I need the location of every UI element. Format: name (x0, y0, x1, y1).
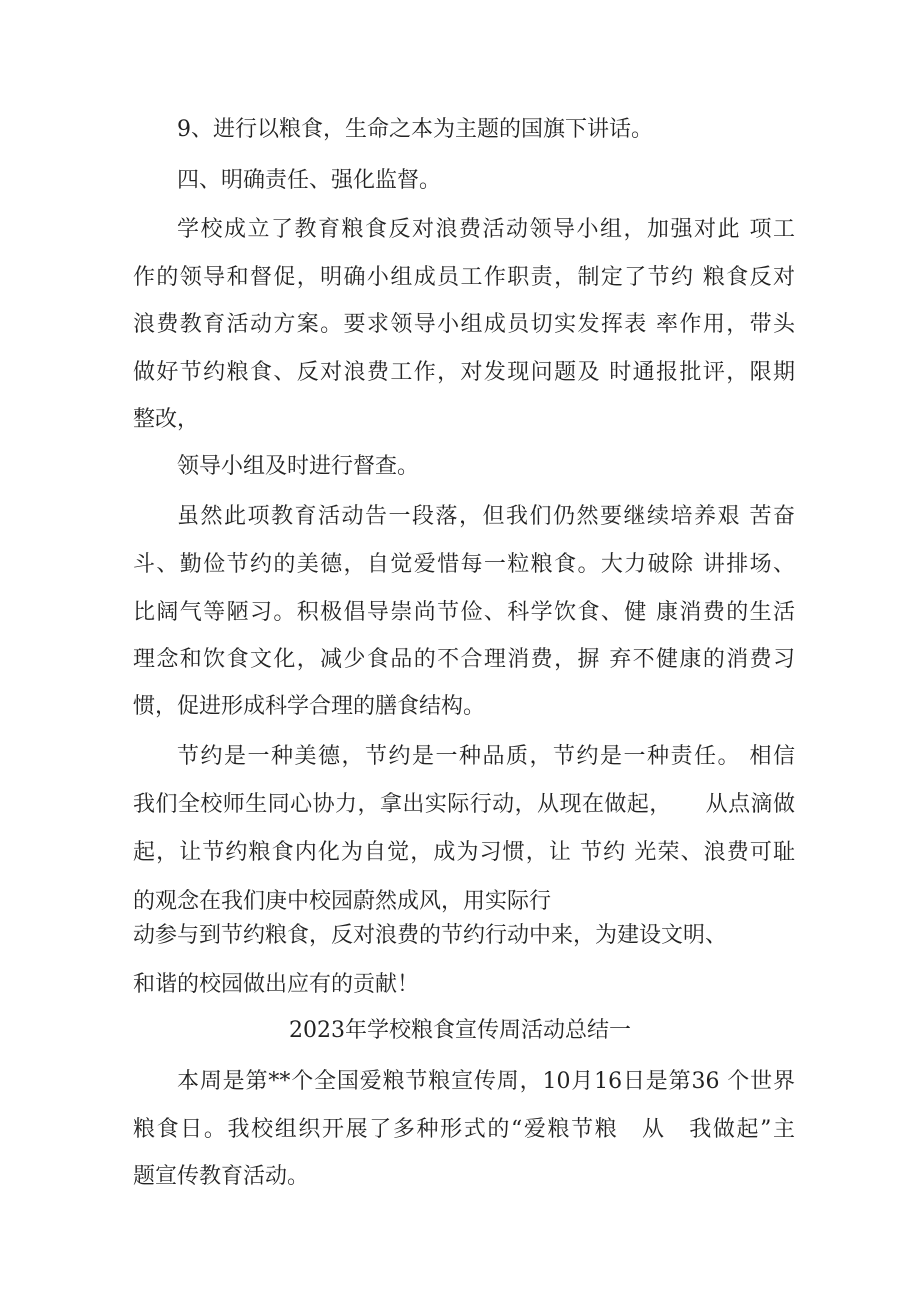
paragraph-line: 惯，促进形成科学合理的膳食结构。 (133, 694, 486, 719)
paragraph-line: 理念和饮食文化，减少食品的不合理消费，摒 弃不健康的消费习 (133, 647, 795, 672)
paragraph-line: 虽然此项教育活动告一段落，但我们仍然要继续培养艰 苦奋 (177, 504, 795, 529)
paragraph-line: 起，让节约粮食内化为自觉，成为习惯，让 节约 光荣、浪费可耻 (133, 840, 795, 865)
paragraph-line: 作的领导和督促，明确小组成员工作职责，制定了节约 粮食反对 (133, 265, 795, 290)
paragraph-line: 本周是第**个全国爱粮节粮宣传周，10月16日是第36 个世界 (177, 1069, 795, 1094)
paragraph-line: 整改， (133, 407, 200, 432)
paragraph-line: 动参与到节约粮食，反对浪费的节约行动中来，为建设文明、 (133, 923, 728, 948)
section-title: 2023年学校粮食宣传周活动总结一 (289, 1018, 631, 1043)
paragraph-line: 学校成立了教育粮食反对浪费活动领导小组，加强对此 项工 (177, 217, 795, 242)
paragraph-line: 节约是一种美德，节约是一种品质，节约是一种责任。 相信 (177, 744, 795, 769)
paragraph-line: 的观念在我们庚中校园蔚然成风，用实际行 (133, 889, 552, 914)
paragraph-line: 斗、勤俭节约的美德，自觉爱惜每一粒粮食。大力破除 讲排场、 (133, 552, 795, 577)
paragraph-line: 领导小组及时进行督查。 (177, 454, 420, 479)
section-heading: 四、明确责任、强化监督。 (177, 168, 442, 193)
paragraph-line: 题宣传教育活动。 (133, 1164, 310, 1189)
paragraph-line: 和谐的校园做出应有的贡献！ (133, 972, 420, 997)
paragraph-line: 浪费教育活动方案。要求领导小组成员切实发挥表 率作用，带头 (133, 312, 795, 337)
paragraph-line: 比阔气等陋习。积极倡导崇尚节俭、科学饮食、健 康消费的生活 (133, 600, 795, 625)
paragraph-line: 我们全校师生同心协力，拿出实际行动，从现在做起， 从点滴做 (133, 792, 795, 817)
paragraph-line: 9、进行以粮食，生命之本为主题的国旗下讲话。 (177, 117, 653, 142)
paragraph-line: 粮食日。我校组织开展了多种形式的“爱粮节粮 从 我做起”主 (133, 1117, 795, 1142)
paragraph-line: 做好节约粮食、反对浪费工作，对发现问题及 时通报批评，限期 (133, 360, 795, 385)
